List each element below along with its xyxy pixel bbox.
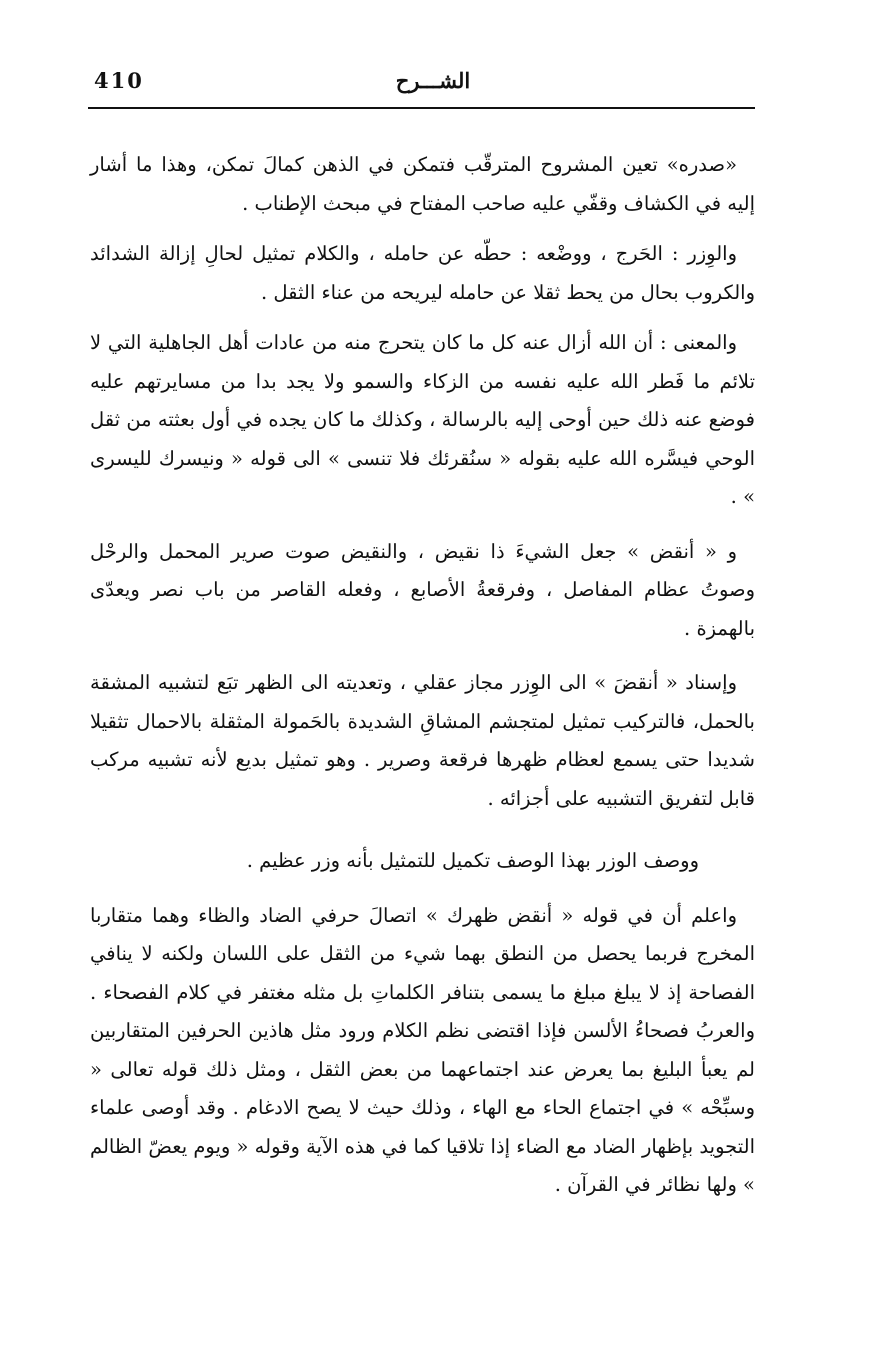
paragraph-meaning: والمعنى : أن الله أزال عنه كل ما كان يتحرج منه من عادات أهل الجاهلية التي لا تلائم ما فَطر الله عليه نفسه من الزكاء والسمو ولا يجد بدا من مسايرتهم عليه فوضع عنه ذلك حين أوحى إليه بالرسالة ، وكذلك ما كان يجده في أول بعثته من ثقل الوحي فيسَّره الله عليه بقوله « سنُقرئك فلا تنسى » الى قوله « ونيسرك لليسرى » . xyxy=(90,331,755,508)
page-body xyxy=(90,146,755,1205)
paragraph-sadrihi: «صدره» تعين المشروح المترقّب فتمكن في الذهن كمالَ تمكن، وهذا ما أشار إليه في الكشاف وقفّي عليه صاحب المفتاح في مبحث الإطناب . xyxy=(90,153,755,215)
page-header xyxy=(88,66,755,106)
paragraph-anqada: و « أنقض » جعل الشيءَ ذا نقيض ، والنقيض صوت صرير المحمل والرحْل وصوتُ عظام المفاصل ، وفرقعةُ الأصابع ، وفعله القاصر من باب نصر ويعدّى بالهمزة . xyxy=(90,539,755,640)
paragraph-ilm: واعلم أن في قوله « أنقض ظهرك » اتصالَ حرفي الضاد والظاء وهما متقاربا المخرج فربما يحصل من النطق بهما شيء من الثقل على اللسان ولكنه لا ينافي الفصاحة إذ لا يبلغ مبلغ ما يسمى بتنافر الكلماتِ بل مثله مغتفر في كلام الفصحاء . والعربُ فصحاءُ الألسن فإذا اقتضى نظم الكلام ورود مثل هاذين الحرفين المتقاربين لم يعبأ البليغ بما يعرض عند اجتماعهما من بعض الثقل ، ومثل ذلك قوله تعالى « وسبِّحْه » في اجتماع الحاء مع الهاء ، وذلك حيث لا يصح الادغام . وقد أوصى علماء التجويد بإظهار الضاد مع الضاء إذا تلاقيا كما في هذه الآية وقوله « ويوم يعضّ الظالم » ولها نظائر في القرآن . xyxy=(90,903,755,1196)
paragraph-isnad: وإسناد « أنقضَ » الى الوِزر مجاز عقلي ، وتعديته الى الظهر تبَع لتشبيه المشقة بالحمل، فالتركيب تمثيل لمتجشم المشاقِ الشديدة بالحَمولة المثقلة بالاحمال تثقيلا شديدا حتى يسمع لعظام ظهرها فرقعة وصرير . وهو تمثيل بديع لأنه تشبيه مركب قابل لتفريق التشبيه على أجزائه . xyxy=(90,671,755,810)
header-divider xyxy=(88,107,755,109)
running-title: الشـــرح xyxy=(395,68,471,93)
page-number: 410 xyxy=(94,68,144,93)
paragraph-wizr: والوِزر : الحَرج ، ووضْعه : حطّه عن حامله ، والكلام تمثيل لحالِ إزالة الشدائد والكروب بحال من يحط ثقلا عن حامله ليريحه من عناء الثقل . xyxy=(90,242,755,304)
paragraph-wasf: ووصف الوزر بهذا الوصف تكميل للتمثيل بأنه وزر عظيم . xyxy=(246,849,699,872)
